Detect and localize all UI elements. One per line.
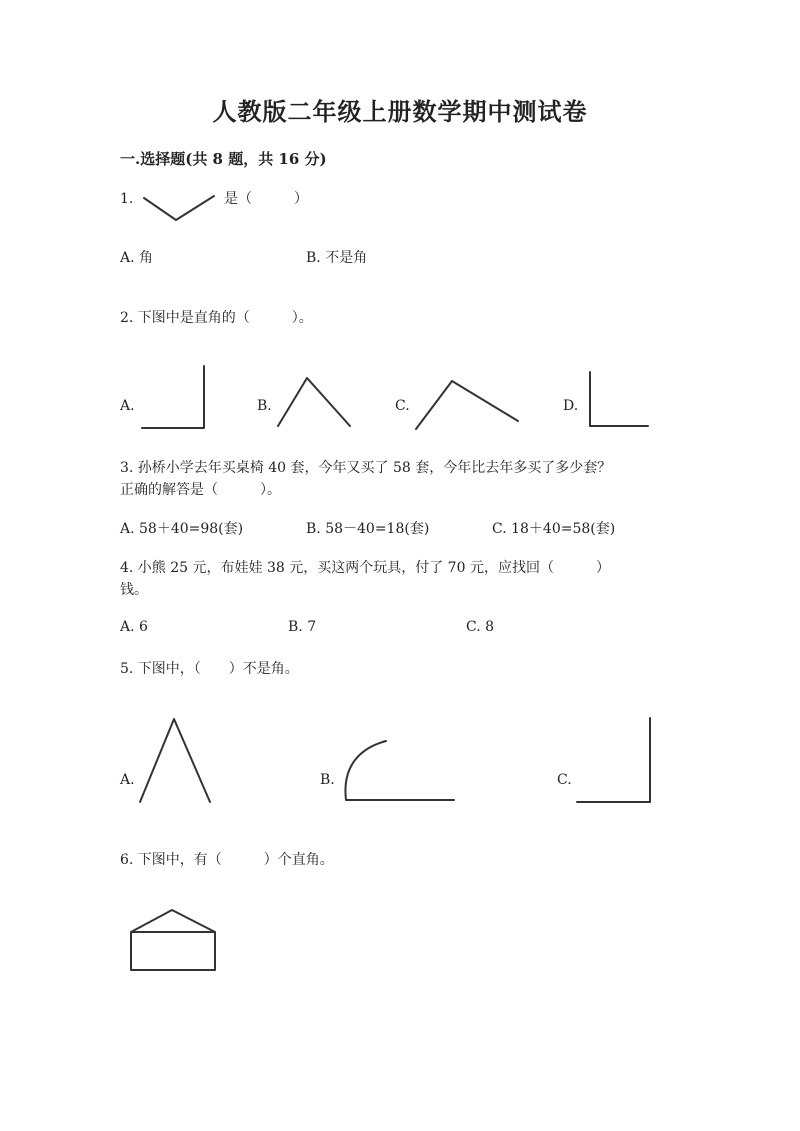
- q2-option-b[interactable]: B.: [257, 398, 272, 414]
- q1-option-a[interactable]: A. 角: [120, 250, 154, 266]
- page-title: 人教版二年级上册数学期中测试卷: [212, 97, 588, 126]
- q4-question-line1: 4. 小熊 25 元，布娃娃 38 元，买这两个玩具，付了 70 元，应找回（ ）: [120, 560, 610, 576]
- q1-number: 1.: [120, 191, 134, 207]
- q1-option-b[interactable]: B. 不是角: [306, 250, 368, 266]
- q5-figure-b-curve: [340, 738, 458, 804]
- q6-house-figure: [128, 906, 218, 974]
- q3-option-b[interactable]: B. 58－40=18(套): [306, 521, 430, 537]
- q5-option-b[interactable]: B.: [320, 772, 335, 788]
- q4-question-line2: 钱。: [120, 582, 148, 598]
- q4-option-b[interactable]: B. 7: [288, 619, 317, 635]
- q3-question-line1: 3. 孙桥小学去年买桌椅 40 套，今年又买了 58 套，今年比去年多买了多少套？: [120, 460, 612, 476]
- q4-option-c[interactable]: C. 8: [466, 619, 495, 635]
- q2-option-d[interactable]: D.: [563, 398, 579, 414]
- q2-figure-d-angle: [586, 370, 654, 430]
- q2-figure-b-angle: [276, 374, 354, 430]
- q2-question-text: 2. 下图中是直角的（ ）。: [120, 310, 313, 326]
- q1-angle-figure: [142, 192, 218, 224]
- q2-figure-a-right-angle: [140, 362, 210, 434]
- q3-option-c[interactable]: C. 18＋40=58(套): [492, 521, 616, 537]
- q3-option-a[interactable]: A. 58＋40=98(套): [120, 521, 244, 537]
- q1-question-text: 是（ ）: [224, 191, 308, 207]
- q4-option-a[interactable]: A. 6: [120, 619, 148, 635]
- q5-option-c[interactable]: C.: [557, 772, 572, 788]
- q5-figure-c-right-angle: [574, 715, 656, 807]
- q5-option-a[interactable]: A.: [120, 772, 135, 788]
- q2-option-a[interactable]: A.: [120, 398, 135, 414]
- q2-figure-c-angle: [414, 377, 522, 433]
- q5-question-text: 5. 下图中，（ ）不是角。: [120, 661, 299, 677]
- q6-question-text: 6. 下图中，有（ ）个直角。: [120, 852, 334, 868]
- q3-question-line2: 正确的解答是（ ）。: [120, 482, 281, 498]
- section-heading: 一.选择题(共 8 题，共 16 分): [120, 150, 327, 168]
- q5-figure-a-angle: [136, 716, 216, 806]
- q2-option-c[interactable]: C.: [395, 398, 410, 414]
